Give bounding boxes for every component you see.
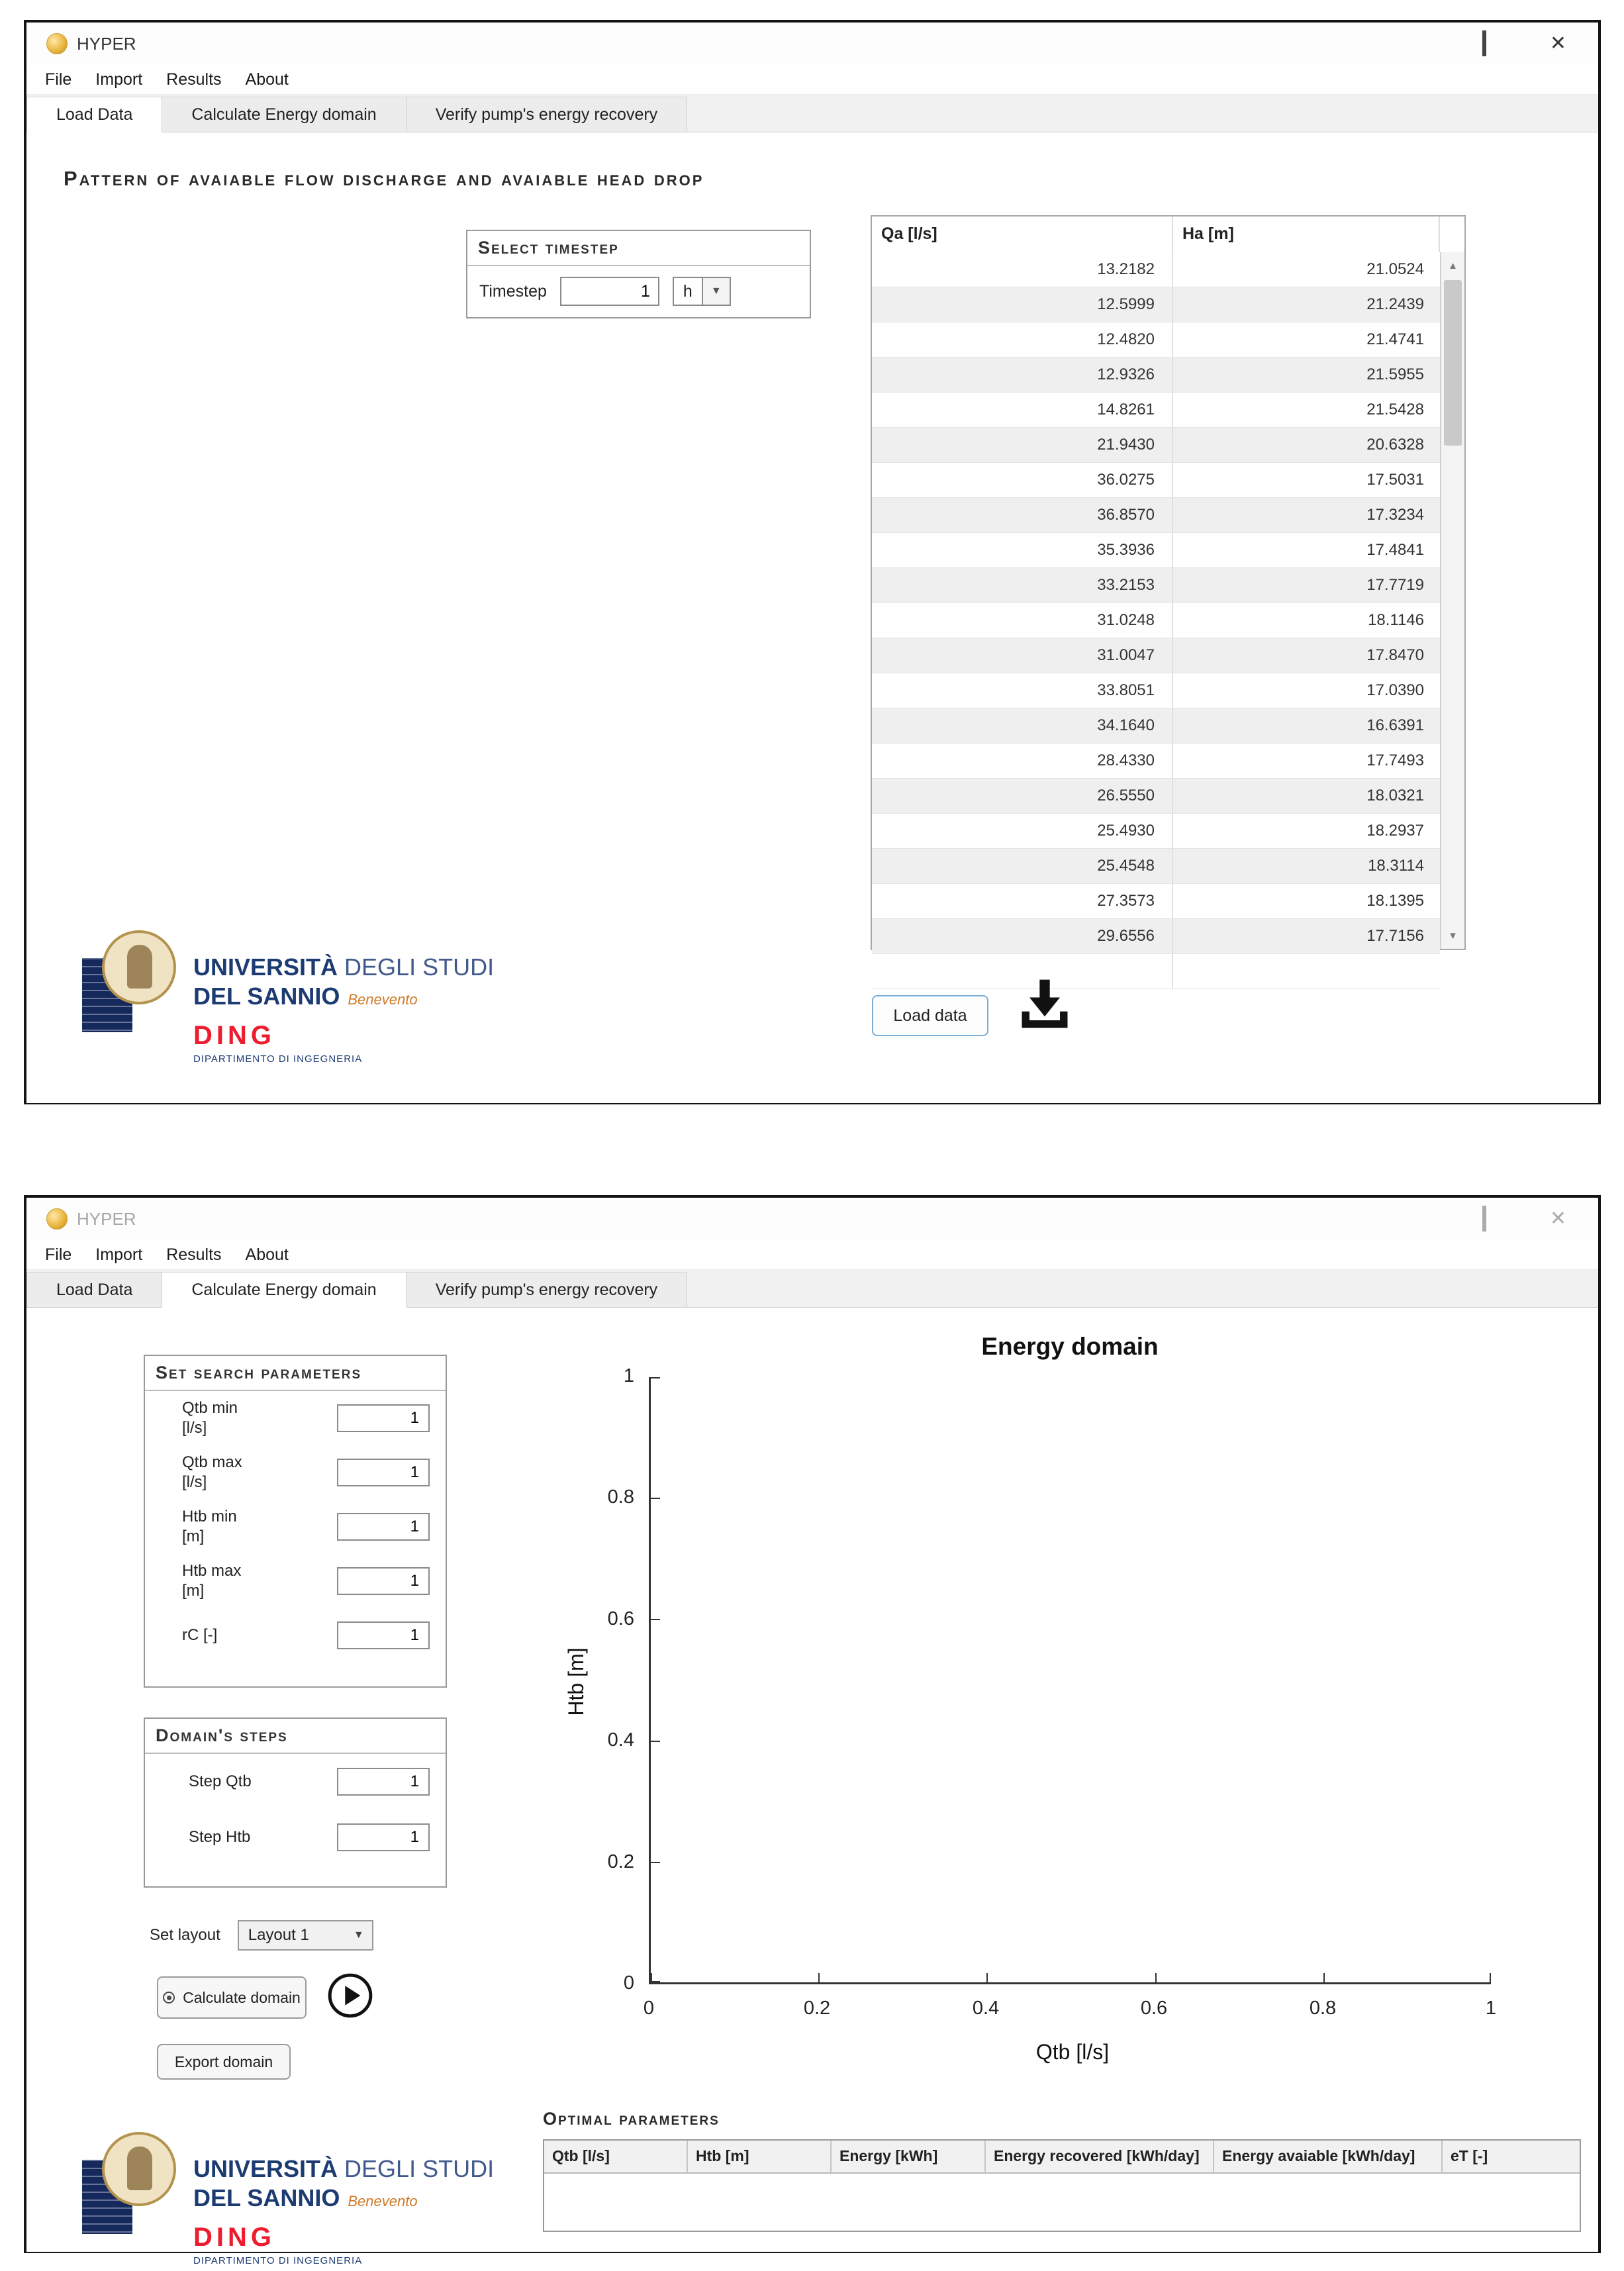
menu-file[interactable]: File	[45, 1245, 72, 1264]
university-name-line1: UNIVERSITÀ DEGLI STUDI	[193, 953, 495, 981]
cell-qa: 36.0275	[872, 463, 1173, 497]
menu-about[interactable]: About	[245, 1245, 289, 1264]
x-tick	[1155, 1973, 1157, 1982]
table-row[interactable]	[872, 708, 1440, 744]
y-tick-label: 0	[623, 1972, 634, 1994]
y-tick-label: 0.2	[607, 1851, 634, 1872]
table-row[interactable]	[872, 393, 1440, 428]
set-layout-label: Set layout	[150, 1926, 220, 1944]
university-crest	[82, 2132, 181, 2261]
menu-results[interactable]: Results	[166, 70, 222, 89]
cell-ha: 16.6391	[1366, 716, 1424, 734]
x-tick-label: 0.6	[1140, 1998, 1168, 2019]
x-tick-label: 0	[643, 1998, 655, 2019]
param-row	[145, 1391, 446, 1445]
param-label: Htb max [m]	[182, 1562, 242, 1600]
param-label: Step Qtb	[189, 1772, 252, 1790]
table-row[interactable]	[872, 428, 1440, 463]
cell-ha: 21.0524	[1366, 260, 1424, 278]
table-row[interactable]	[872, 884, 1440, 919]
university-name-line2: DEL SANNIO Benevento	[193, 2184, 418, 2211]
app-icon	[46, 1208, 68, 1230]
cell-qa: 12.9326	[872, 358, 1173, 392]
load-data-button[interactable]: Load data	[872, 995, 988, 1036]
table-row[interactable]	[872, 954, 1440, 989]
table-row[interactable]	[872, 744, 1440, 779]
cell-qa: 14.8261	[872, 393, 1173, 427]
cell-ha: 20.6328	[1366, 436, 1424, 454]
chart-title: Energy domain	[981, 1333, 1159, 1360]
y-tick-label: 1	[623, 1365, 634, 1386]
tab-calculate-energy-domain[interactable]: Calculate Energy domain	[162, 1272, 406, 1308]
section-heading: Pattern of avaiable flow discharge and avaiable head drop	[64, 167, 704, 190]
chevron-down-icon[interactable]: ▼	[353, 1929, 364, 1941]
table-row[interactable]	[872, 287, 1440, 322]
column-header: Energy avaiable [kWh/day]	[1214, 2141, 1443, 2172]
domain-steps-group	[144, 1717, 447, 1888]
param-row	[145, 1500, 446, 1554]
department-label: DIPARTIMENTO DI INGEGNERIA	[193, 1053, 363, 1065]
x-tick-label: 0.2	[803, 1998, 831, 2019]
cell-ha: 21.5428	[1366, 401, 1424, 418]
table-row[interactable]	[872, 533, 1440, 568]
layout-dropdown[interactable]	[238, 1920, 373, 1951]
cell-ha	[1173, 954, 1440, 989]
table-row[interactable]	[872, 638, 1440, 673]
menu-import[interactable]: Import	[95, 1245, 143, 1264]
table-row[interactable]	[872, 463, 1440, 498]
close-icon[interactable]: ✕	[1549, 32, 1566, 54]
param-label: rC [-]	[182, 1626, 218, 1644]
optimal-table-header	[544, 2141, 1580, 2174]
param-label: Qtb max [l/s]	[182, 1453, 242, 1491]
tab-verify-pump-energy-recovery[interactable]: Verify pump's energy recovery	[406, 97, 687, 132]
cell-qa: 29.6556	[872, 919, 1173, 953]
column-header: Qtb [l/s]	[544, 2141, 688, 2172]
y-tick	[651, 1741, 660, 1742]
load-data-content	[26, 132, 1598, 1103]
cell-qa: 25.4548	[872, 849, 1173, 883]
table-header	[872, 217, 1464, 254]
param-row	[145, 1554, 446, 1608]
run-icon[interactable]	[326, 1971, 375, 2023]
table-row[interactable]	[872, 849, 1440, 884]
param-label: Htb min [m]	[182, 1508, 237, 1545]
menu-import[interactable]: Import	[95, 70, 143, 89]
download-icon	[1014, 975, 1075, 1039]
param-row	[145, 1445, 446, 1500]
table-row[interactable]	[872, 779, 1440, 814]
scroll-up-icon[interactable]: ▲	[1448, 260, 1458, 271]
cell-ha: 17.0390	[1366, 681, 1424, 699]
hyper-window-energy-domain	[24, 1195, 1601, 2266]
column-header-ha: Ha [m]	[1173, 217, 1440, 252]
x-axis-label: Qtb [l/s]	[1035, 2040, 1110, 2064]
optimal-parameters-heading: Optimal parameters	[543, 2109, 720, 2129]
column-header-qa: Qa [l/s]	[872, 217, 1173, 252]
step-htb-input[interactable]	[337, 1823, 430, 1851]
table-row[interactable]	[872, 568, 1440, 603]
table-row[interactable]	[872, 603, 1440, 638]
cell-ha: 18.1146	[1368, 611, 1424, 629]
tab-load-data[interactable]: Load Data	[26, 1272, 162, 1307]
cell-ha: 17.5031	[1366, 471, 1424, 489]
set-layout-row	[150, 1920, 373, 1951]
tab-bar	[26, 95, 1598, 132]
department-label: DIPARTIMENTO DI INGEGNERIA	[193, 2255, 363, 2266]
y-tick	[651, 1619, 660, 1620]
university-logo	[82, 2132, 494, 2266]
scroll-down-icon[interactable]: ▼	[1448, 930, 1458, 942]
header-spacer	[1440, 217, 1464, 252]
cell-ha: 17.3234	[1366, 506, 1424, 524]
university-crest	[82, 930, 181, 1059]
timestep-label: Timestep	[479, 281, 547, 301]
table-scrollbar[interactable]	[1440, 252, 1464, 949]
table-row[interactable]	[872, 814, 1440, 849]
x-tick	[1323, 1973, 1325, 1982]
table-body	[872, 252, 1440, 949]
title-bar[interactable]	[26, 23, 1598, 65]
qtb-max-input[interactable]	[337, 1459, 430, 1486]
tab-load-data[interactable]: Load Data	[26, 97, 162, 132]
cell-qa: 12.5999	[872, 287, 1173, 322]
column-header: eT [-]	[1451, 2147, 1488, 2164]
chevron-down-icon[interactable]: ▼	[702, 278, 730, 305]
timestep-unit-dropdown[interactable]	[673, 277, 731, 306]
param-row	[145, 1608, 446, 1663]
htb-min-input[interactable]	[337, 1513, 430, 1541]
radio-icon	[163, 1992, 175, 2004]
menu-bar	[26, 65, 1598, 95]
maximize-icon[interactable]	[1482, 1209, 1486, 1229]
tab-bar	[26, 1270, 1598, 1308]
cell-qa: 28.4330	[872, 744, 1173, 778]
cell-qa: 33.8051	[872, 673, 1173, 708]
cell-qa: 33.2153	[872, 568, 1173, 603]
scrollbar-thumb[interactable]	[1444, 280, 1462, 446]
calculate-domain-button[interactable]	[157, 1976, 307, 2019]
param-label: Qtb min [l/s]	[182, 1399, 238, 1437]
title-bar[interactable]	[26, 1198, 1598, 1240]
menu-about[interactable]: About	[245, 70, 289, 89]
cell-ha: 18.1395	[1366, 892, 1424, 910]
param-row	[145, 1810, 446, 1865]
cell-ha: 21.2439	[1366, 295, 1424, 313]
cell-qa: 26.5550	[872, 779, 1173, 813]
close-icon[interactable]: ✕	[1549, 1208, 1566, 1230]
select-timestep-group	[466, 230, 811, 318]
table-row[interactable]	[872, 358, 1440, 393]
x-tick	[986, 1973, 988, 1982]
x-tick	[1490, 1973, 1491, 1982]
cell-ha: 18.0321	[1366, 787, 1424, 804]
window-title: HYPER	[77, 1208, 136, 1229]
ding-label: DING	[193, 1021, 275, 1050]
table-row[interactable]	[872, 919, 1440, 954]
cell-ha: 18.3114	[1368, 857, 1424, 875]
cell-qa: 36.8570	[872, 498, 1173, 532]
x-tick-label: 0.8	[1309, 1998, 1337, 2019]
y-axis-label: Htb [m]	[564, 1647, 588, 1716]
cell-ha: 17.7719	[1366, 576, 1424, 594]
university-name-line2: DEL SANNIO Benevento	[193, 983, 418, 1010]
optimal-table-empty-row	[544, 2174, 1580, 2231]
group-title: Set search parameters	[145, 1356, 446, 1391]
maximize-icon[interactable]	[1482, 34, 1486, 54]
y-tick-label: 0.8	[607, 1486, 634, 1508]
cell-qa: 31.0248	[872, 603, 1173, 638]
menu-file[interactable]: File	[45, 70, 72, 89]
export-domain-button[interactable]: Export domain	[157, 2044, 291, 2080]
energy-domain-content	[26, 1308, 1598, 2266]
app-icon	[46, 33, 68, 54]
timestep-unit-value: h	[683, 281, 693, 301]
y-tick-label: 0.6	[607, 1608, 634, 1629]
y-tick-label: 0.4	[607, 1729, 634, 1751]
ding-label: DING	[193, 2223, 275, 2252]
cell-ha: 17.4841	[1366, 541, 1424, 559]
qtb-min-input[interactable]	[337, 1404, 430, 1432]
cell-qa: 13.2182	[872, 252, 1173, 287]
table-row[interactable]	[872, 252, 1440, 287]
cell-qa: 27.3573	[872, 884, 1173, 918]
group-title: Select timestep	[467, 231, 810, 266]
table-row[interactable]	[872, 498, 1440, 533]
y-tick	[651, 1981, 660, 1982]
cell-qa: 12.4820	[872, 322, 1173, 357]
column-header: Energy recovered [kWh/day]	[986, 2141, 1214, 2172]
cell-qa: 25.4930	[872, 814, 1173, 848]
flow-head-table	[871, 215, 1466, 950]
step-qtb-input[interactable]	[337, 1768, 430, 1796]
hyper-window-load-data	[24, 20, 1601, 1104]
x-tick-label: 1	[1485, 1998, 1497, 2019]
university-logo	[82, 930, 494, 1065]
university-name-line1: UNIVERSITÀ DEGLI STUDI	[193, 2155, 495, 2182]
tab-calculate-energy-domain[interactable]: Calculate Energy domain	[162, 97, 406, 132]
y-tick	[651, 1862, 660, 1863]
y-tick	[651, 1498, 660, 1499]
cell-ha: 17.7156	[1366, 927, 1424, 945]
cell-ha: 17.8470	[1366, 646, 1424, 664]
layout-dropdown-value: Layout 1	[248, 1926, 309, 1944]
rc-input[interactable]	[337, 1621, 430, 1649]
cell-ha: 18.2937	[1366, 822, 1424, 840]
cell-ha: 17.7493	[1366, 751, 1424, 769]
optimal-parameters-table	[543, 2139, 1581, 2232]
tab-verify-pump-energy-recovery[interactable]: Verify pump's energy recovery	[406, 1272, 687, 1307]
column-header: Htb [m]	[688, 2141, 832, 2172]
cell-qa: 34.1640	[872, 708, 1173, 743]
cell-qa: 21.9430	[872, 428, 1173, 462]
param-label: Step Htb	[189, 1828, 251, 1846]
timestep-input[interactable]	[560, 277, 659, 306]
window-title: HYPER	[77, 33, 136, 54]
cell-ha: 21.5955	[1366, 365, 1424, 383]
cell-qa: 35.3936	[872, 533, 1173, 567]
column-header: Energy [kWh]	[832, 2141, 986, 2172]
y-tick	[651, 1377, 660, 1378]
x-tick-label: 0.4	[972, 1998, 1000, 2019]
table-row[interactable]	[872, 673, 1440, 708]
x-tick	[818, 1973, 820, 1982]
param-row	[145, 1754, 446, 1810]
search-parameters-group	[144, 1355, 447, 1688]
menu-bar	[26, 1240, 1598, 1270]
cell-qa: 31.0047	[872, 638, 1173, 673]
htb-max-input[interactable]	[337, 1567, 430, 1595]
energy-domain-plot	[649, 1377, 1491, 1984]
menu-results[interactable]: Results	[166, 1245, 222, 1264]
cell-ha: 21.4741	[1366, 330, 1424, 348]
group-title: Domain's steps	[145, 1719, 446, 1754]
table-row[interactable]	[872, 322, 1440, 358]
calculate-domain-label: Calculate domain	[183, 1988, 301, 2006]
